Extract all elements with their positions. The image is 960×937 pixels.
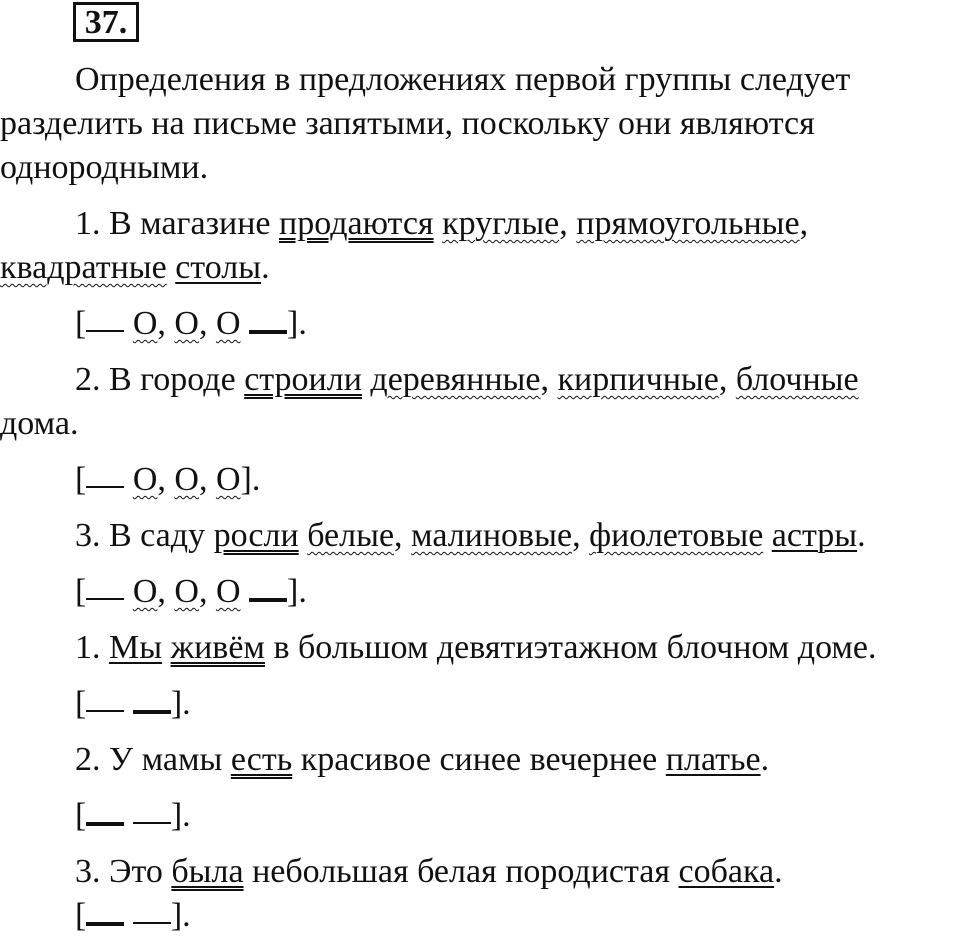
subject-mark xyxy=(86,304,124,334)
intro-line-2: разделить на письме запятыми, поскольку они являются xyxy=(0,105,815,142)
predicate-mark xyxy=(133,684,171,714)
subject: платье xyxy=(665,741,761,778)
exercise-number: 37. xyxy=(73,2,139,42)
attribute: квадратные xyxy=(0,249,167,286)
predicate-mark xyxy=(249,304,287,334)
g2-sentence-3: 3. Это была небольшая белая породистая собака. xyxy=(75,853,783,890)
g2-scheme-1: [ ]. xyxy=(75,685,191,722)
sentence-number: 1. В магазине xyxy=(75,205,271,242)
subject: собака xyxy=(678,853,775,890)
sentence-number: 2. У мамы xyxy=(75,741,223,778)
g2-scheme-2: [ ]. xyxy=(75,797,191,834)
g1-sentence-1-cont: квадратные столы. xyxy=(0,249,270,286)
g1-sentence-1: 1. В магазине продаются круглые, прямоугольные, xyxy=(75,205,809,242)
sentence-rest: в большом девятиэтажном блочном доме. xyxy=(273,629,877,666)
attribute: фиолетовые xyxy=(589,517,764,554)
attribute: круглые xyxy=(442,205,560,242)
g1-sentence-2-cont: дома. xyxy=(0,405,79,442)
predicate: продаются xyxy=(279,205,434,242)
intro-line-1: Определения в предложениях первой группы следует xyxy=(75,61,851,98)
sentence-rest: небольшая белая породистая xyxy=(252,853,671,890)
sentence-number: 3. В саду xyxy=(75,517,206,554)
subject-mark xyxy=(133,796,171,826)
g2-scheme-3: [ ]. xyxy=(75,897,191,934)
subject-mark xyxy=(86,684,124,714)
subject-mark xyxy=(86,460,124,490)
sentence-rest: красивое синее вечернее xyxy=(300,741,658,778)
g1-sentence-3: 3. В саду росли белые, малиновые, фиолетовые астры. xyxy=(75,517,866,554)
subject-mark xyxy=(86,572,124,602)
predicate: живём xyxy=(170,629,265,666)
subject: Мы xyxy=(109,629,163,666)
attribute: белые xyxy=(307,517,395,554)
attribute: кирпичные xyxy=(557,361,719,398)
g1-scheme-2: [ O, O, O]. xyxy=(75,461,261,498)
intro-line-3: однородными. xyxy=(0,149,209,186)
predicate: есть xyxy=(230,741,293,778)
sentence-number: 2. В городе xyxy=(75,361,236,398)
predicate: строили xyxy=(244,361,362,398)
g2-sentence-1 xyxy=(75,628,877,668)
predicate-mark xyxy=(86,796,124,826)
g1-sentence-2: 2. В городе строили деревянные, кирпичные, блочные xyxy=(75,361,859,398)
attribute: деревянные xyxy=(370,361,541,398)
g1-scheme-1: [ O, O, O ]. xyxy=(75,305,307,342)
g1-scheme-3: [ O, O, O ]. xyxy=(75,573,307,610)
g2-sentence-2: 2. У мамы есть красивое синее вечернее платье. xyxy=(75,741,770,778)
attribute: малиновые xyxy=(411,517,573,554)
subject-mark xyxy=(133,896,171,926)
predicate-mark xyxy=(86,896,124,926)
predicate-mark xyxy=(249,572,287,602)
attribute: блочные xyxy=(735,361,859,398)
sentence-number: 1. xyxy=(75,629,101,666)
predicate: была xyxy=(171,853,244,890)
predicate: росли xyxy=(213,517,299,554)
subject: астры xyxy=(771,517,858,554)
attribute: прямоугольные xyxy=(576,205,800,242)
subject: столы xyxy=(175,249,262,286)
sentence-number: 3. Это xyxy=(75,853,163,890)
